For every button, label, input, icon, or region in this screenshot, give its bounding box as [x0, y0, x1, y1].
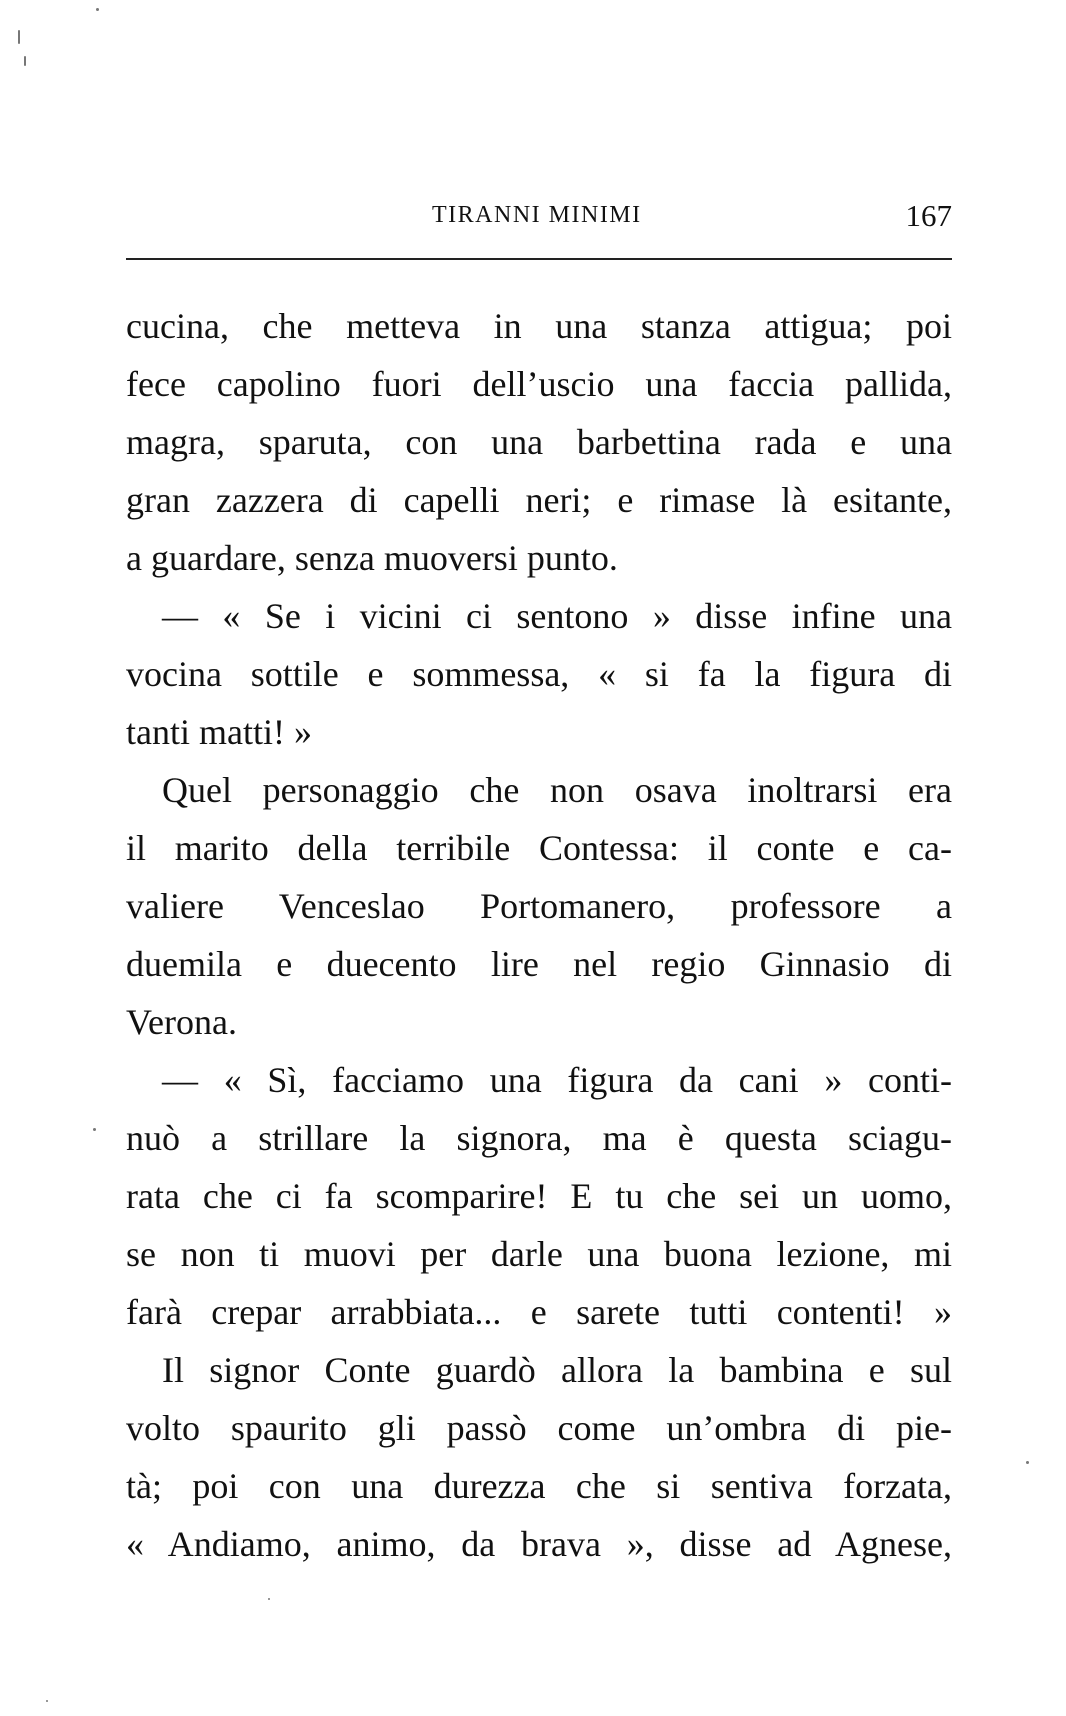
text-line: Verona. — [126, 1002, 237, 1042]
text-line: duemila e duecento lire nel regio Ginnasio di — [126, 944, 952, 984]
text-line: tà; poi con una durezza che si sentiva forzata, — [126, 1466, 952, 1506]
scan-speck — [96, 8, 99, 11]
scan-speck — [93, 1128, 96, 1131]
text-line: a guardare, senza muoversi punto. — [126, 538, 618, 578]
scan-speck — [1026, 1461, 1029, 1464]
text-line: — « Sì, facciamo una figura da cani » conti- — [162, 1060, 952, 1100]
text-line: « Andiamo, animo, da brava », disse ad Agnese, — [126, 1524, 952, 1564]
text-line: Il signor Conte guardò allora la bambina e sul — [162, 1350, 952, 1390]
text-line: tanti matti! » — [126, 712, 312, 752]
text-line: se non ti muovi per darle una buona lezione, mi — [126, 1234, 952, 1274]
text-line: gran zazzera di capelli neri; e rimase là esitante, — [126, 480, 952, 520]
header-rule — [126, 258, 952, 260]
text-line: farà crepar arrabbiata... e sarete tutti contenti! » — [126, 1292, 952, 1332]
scan-speck — [268, 1598, 270, 1600]
text-line: magra, sparuta, con una barbettina rada e una — [126, 422, 952, 462]
page-number: 167 — [905, 198, 952, 233]
text-line: volto spaurito gli passò come un’ombra di pie- — [126, 1408, 952, 1448]
scan-speck — [18, 30, 20, 44]
text-line: — « Se i vicini ci sentono » disse infine una — [162, 596, 952, 636]
text-line: cucina, che metteva in una stanza attigua; poi — [126, 306, 952, 346]
text-line: il marito della terribile Contessa: il conte e ca- — [126, 828, 952, 868]
running-title: TIRANNI MINIMI — [432, 202, 642, 228]
text-line: vocina sottile e sommessa, « si fa la figura di — [126, 654, 952, 694]
text-line: valiere Venceslao Portomanero, professore a — [126, 886, 952, 926]
body-text — [126, 297, 952, 1573]
text-line: fece capolino fuori dell’uscio una faccia pallida, — [126, 364, 952, 404]
scan-speck — [46, 1700, 48, 1702]
page-header — [126, 198, 952, 238]
text-line: Quel personaggio che non osava inoltrarsi era — [162, 770, 952, 810]
scan-speck — [24, 56, 26, 66]
text-line: nuò a strillare la signora, ma è questa sciagu- — [126, 1118, 952, 1158]
text-line: rata che ci fa scomparire! E tu che sei un uomo, — [126, 1176, 952, 1216]
